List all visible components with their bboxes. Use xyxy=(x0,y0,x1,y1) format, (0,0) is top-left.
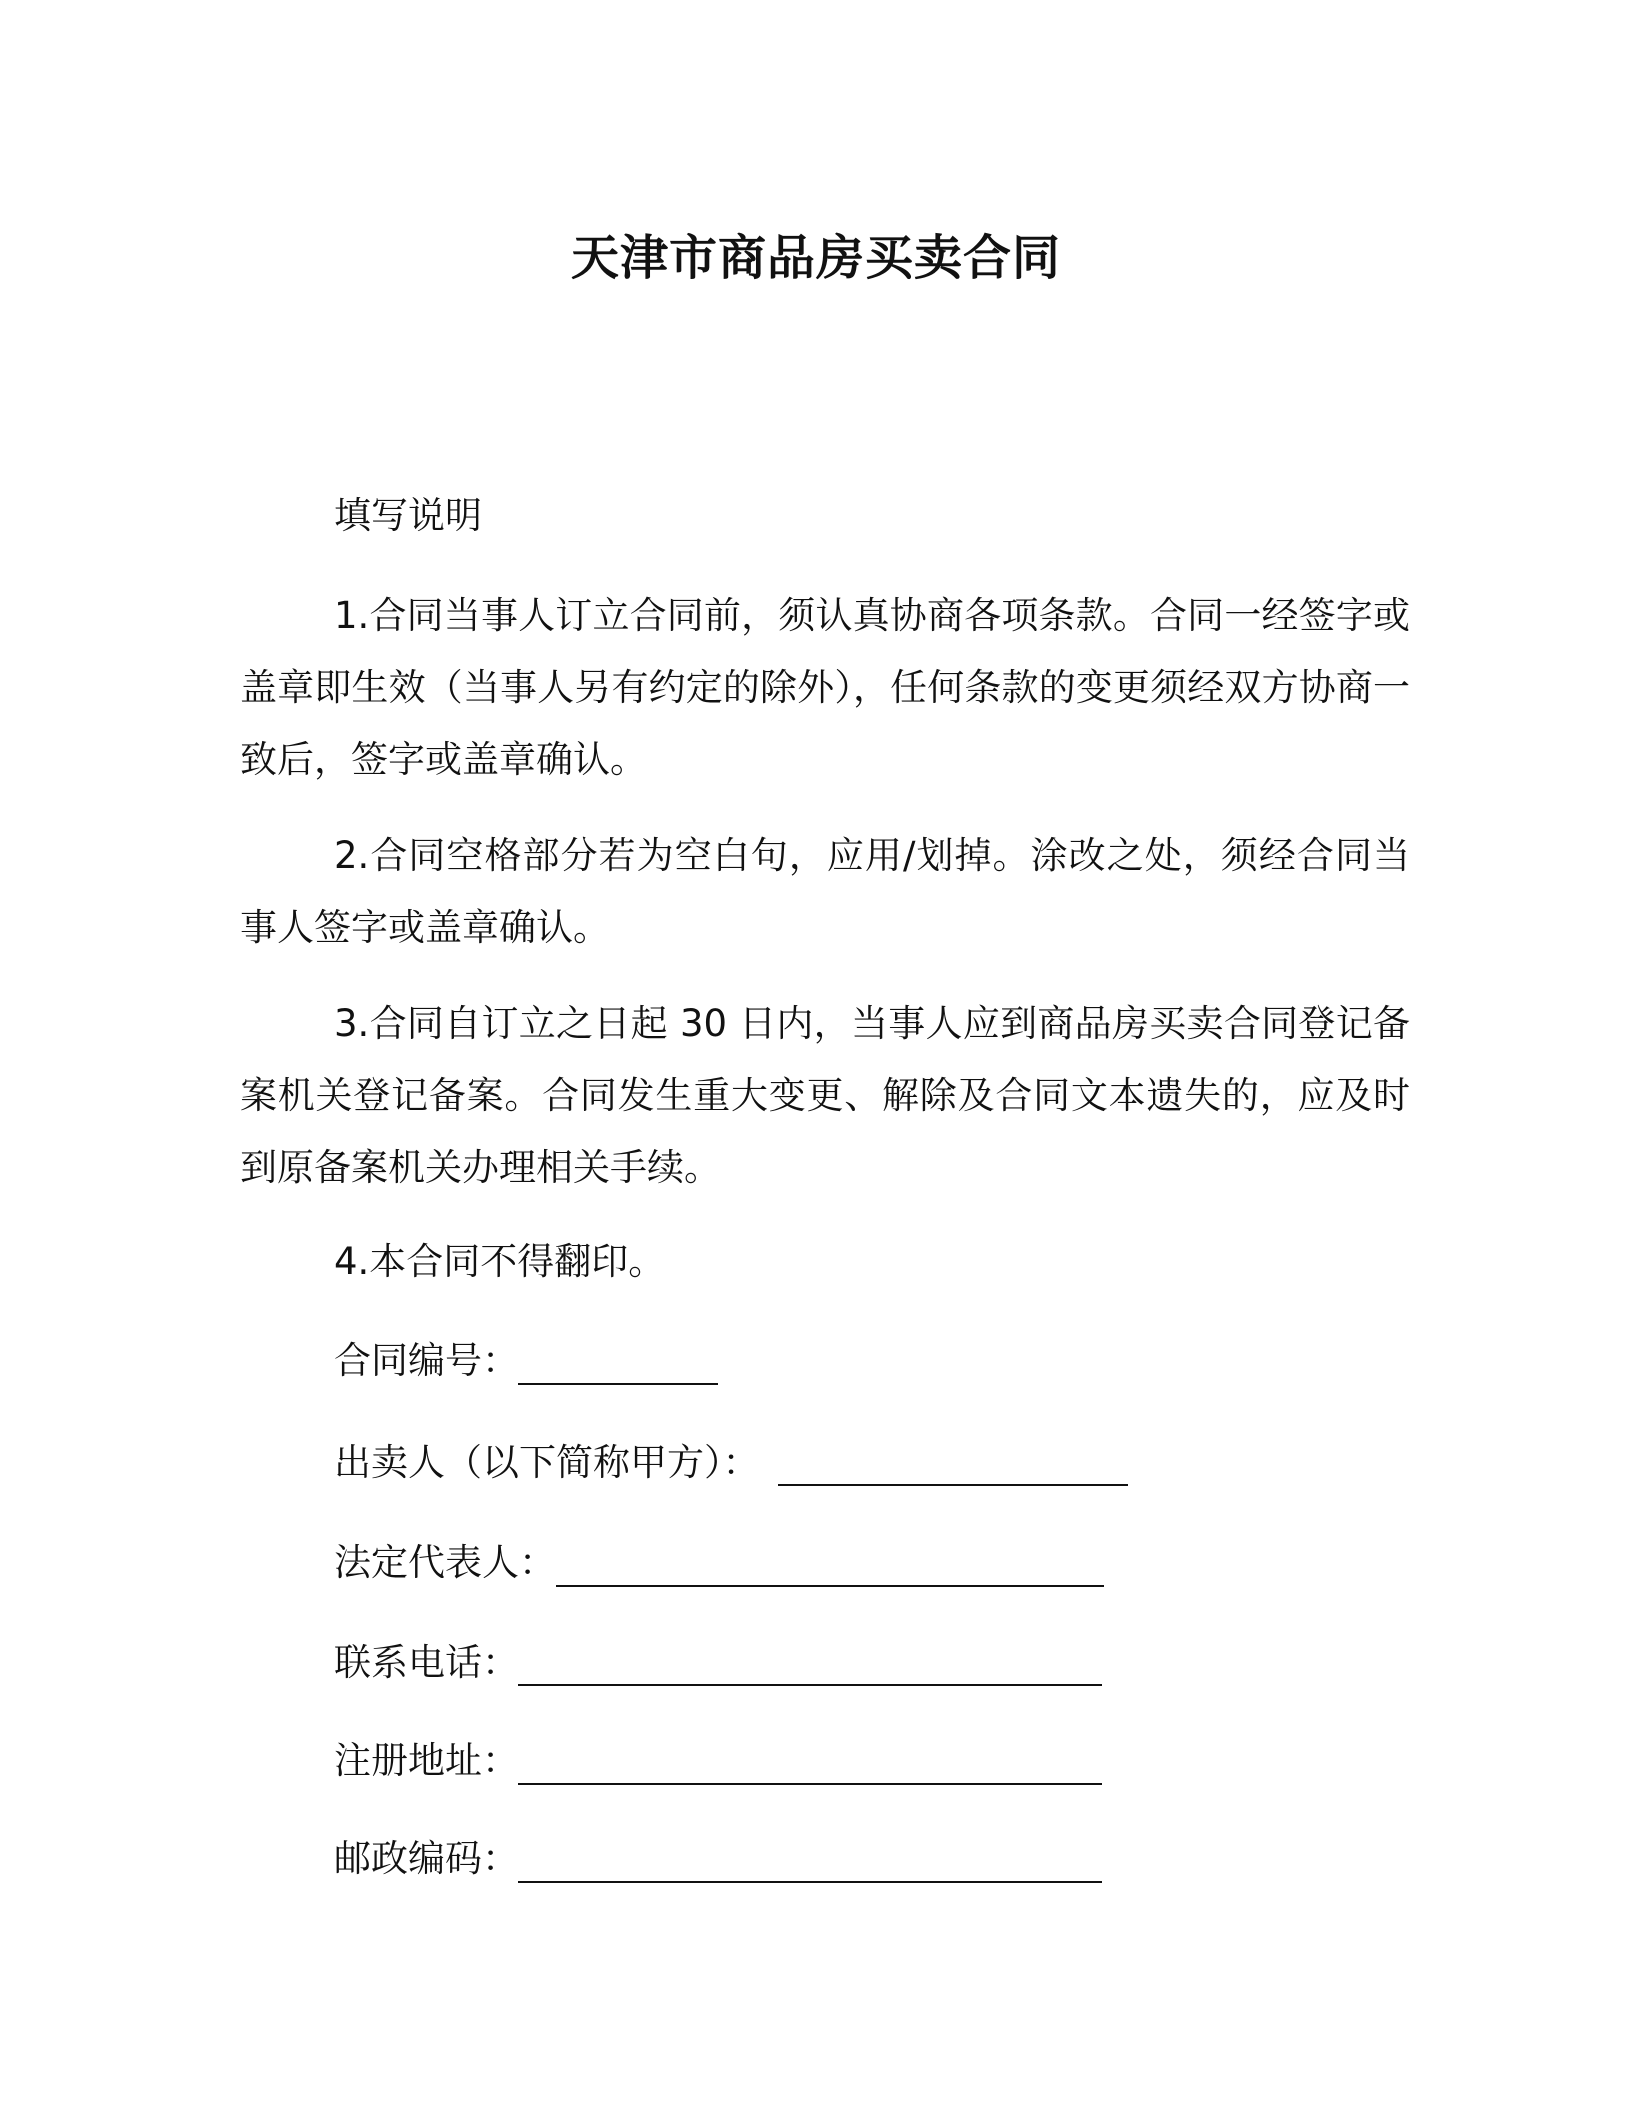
instruction-text: 2.合同空格部分若为空白句，应用/划掉。涂改之处，须经合同当事人签字或盖章确认。 xyxy=(240,834,1410,949)
instruction-item-3 xyxy=(240,988,1410,1204)
document-title: 天津市商品房买卖合同 xyxy=(570,230,1061,286)
seller-blank[interactable] xyxy=(778,1484,1128,1486)
seller-label: 出卖人（以下简称甲方）： xyxy=(334,1441,760,1484)
instruction-item-4 xyxy=(240,1226,1410,1298)
contract-number-blank[interactable] xyxy=(518,1383,718,1385)
instructions-heading-block xyxy=(240,480,1410,552)
instruction-text: 3.合同自订立之日起 30 日内，当事人应到商品房买卖合同登记备案机关登记备案。合同发生重大变更、解除及合同文本遗失的，应及时到原备案机关办理相关手续。 xyxy=(240,1002,1410,1189)
instruction-text: 1.合同当事人订立合同前，须认真协商各项条款。合同一经签字或盖章即生效（当事人另有约定的除外），任何条款的变更须经双方协商一致后，签字或盖章确认。 xyxy=(240,594,1410,781)
instruction-text: 4.本合同不得翻印。 xyxy=(334,1240,666,1283)
legal-representative-label: 法定代表人： xyxy=(334,1541,556,1584)
contract-number-label: 合同编号： xyxy=(334,1339,519,1382)
postal-code-label: 邮政编码： xyxy=(334,1837,519,1880)
registered-address-label: 注册地址： xyxy=(334,1739,519,1782)
registered-address-blank[interactable] xyxy=(518,1783,1102,1785)
instruction-item-2 xyxy=(240,820,1410,964)
legal-representative-blank[interactable] xyxy=(556,1585,1104,1587)
instructions-heading: 填写说明 xyxy=(334,494,482,537)
postal-code-blank[interactable] xyxy=(518,1881,1102,1883)
instruction-item-1 xyxy=(240,580,1410,796)
phone-label: 联系电话： xyxy=(334,1641,519,1684)
phone-blank[interactable] xyxy=(518,1684,1102,1686)
